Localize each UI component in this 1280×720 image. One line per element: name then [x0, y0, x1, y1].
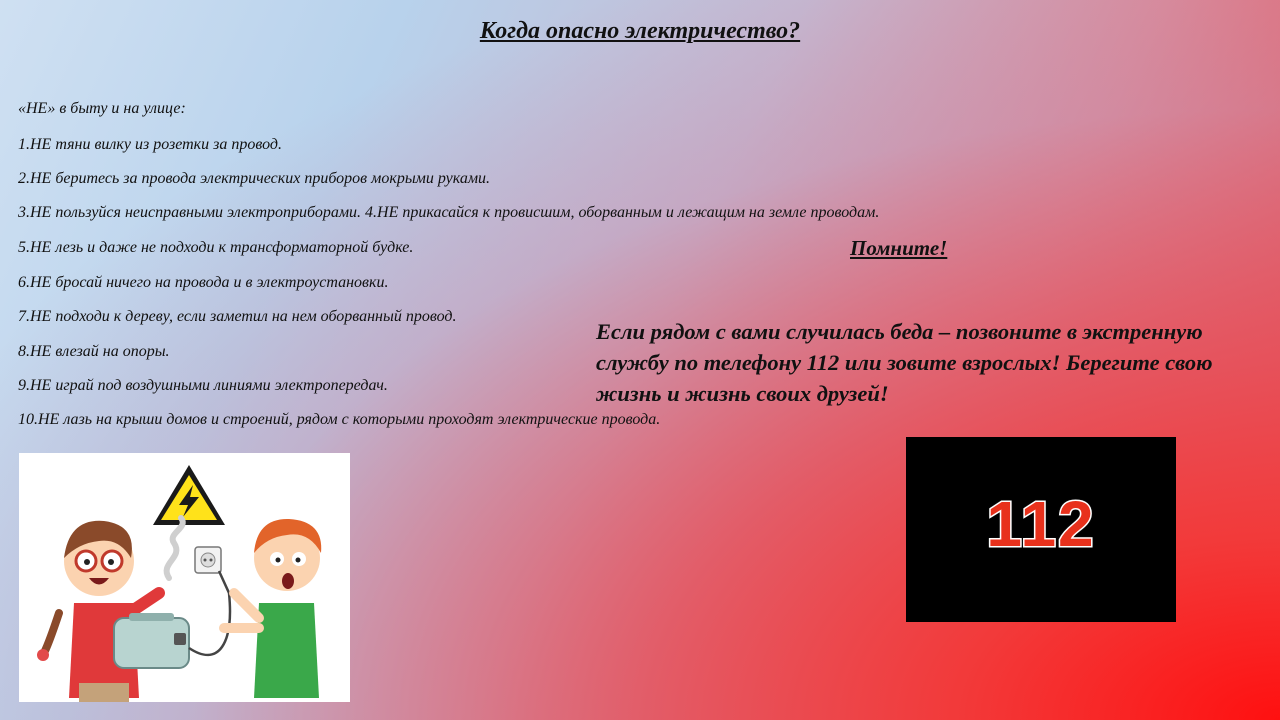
high-voltage-warning-icon — [153, 465, 225, 525]
rules-intro: «НЕ» в быту и на улице: — [18, 100, 186, 117]
rule-item-10: 10.НЕ лазь на крыши домов и строений, рядом с которыми проходят электрические провода. — [18, 411, 661, 428]
emergency-number: 112 — [986, 487, 1096, 560]
remember-heading: Помните! — [850, 236, 948, 260]
page-title: Когда опасно электричество? — [479, 18, 801, 44]
rule-item-8: 8.НЕ влезай на опоры. — [18, 343, 170, 360]
boy-figure — [224, 519, 321, 698]
emergency-number-box — [906, 437, 1176, 622]
rule-item-7: 7.НЕ подходи к дереву, если заметил на нем оборванный провод. — [18, 308, 457, 325]
girl-figure — [37, 521, 159, 702]
rule-item-9: 9.НЕ играй под воздушными линиями электропередач. — [18, 377, 388, 394]
emergency-warning-text: Если рядом с вами случилась беда – позвоните в экстренную службу по телефону 112 или зовите взрослых! Берегите свою жизнь и жизнь своих друзей! — [596, 319, 1213, 406]
rule-item-2: 2.НЕ беритесь за провода электрических приборов мокрыми руками. — [18, 170, 491, 187]
rule-item-6: 6.НЕ бросай ничего на провода и в электроустановки. — [18, 274, 389, 291]
electric-safety-illustration — [19, 453, 350, 702]
rule-item-3: 3.НЕ пользуйся неисправными электроприборами. 4.НЕ прикасайся к провисшим, оборванным и лежащим на земле проводам. — [18, 204, 880, 221]
rule-item-1: 1.НЕ тяни вилку из розетки за провод. — [18, 136, 283, 153]
rule-item-5: 5.НЕ лезь и даже не подходи к трансформаторной будке. — [18, 239, 414, 256]
wall-socket-icon — [195, 547, 221, 573]
toaster-icon — [114, 571, 230, 668]
